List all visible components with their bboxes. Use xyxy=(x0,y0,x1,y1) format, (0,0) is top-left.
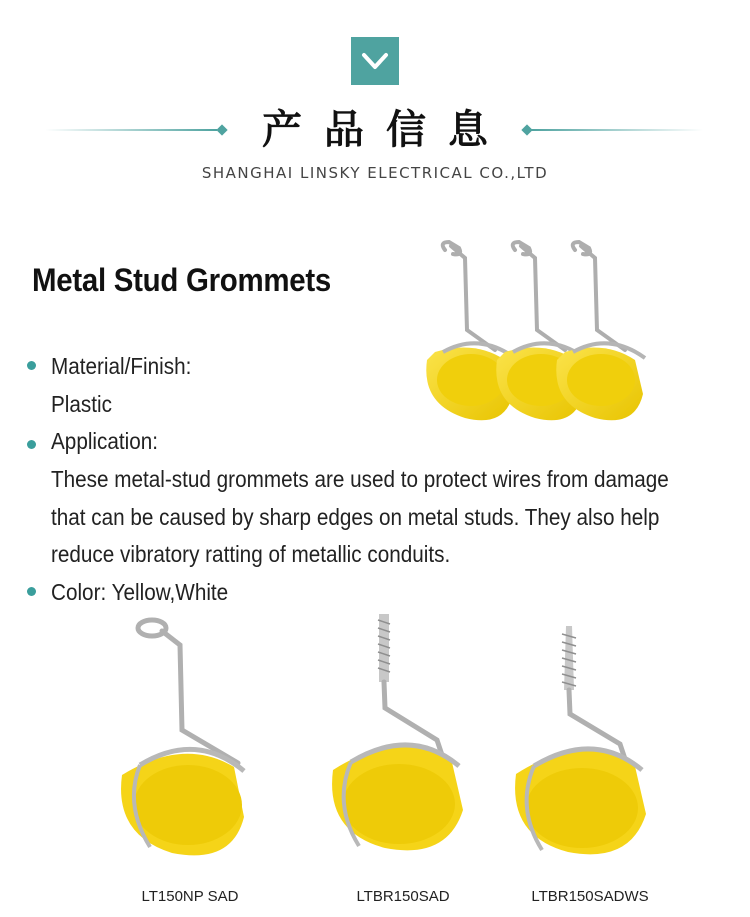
application-line: reduce vibratory ratting of metallic conduits. xyxy=(51,541,451,567)
variant-label: LTBR150SADWS xyxy=(531,888,649,905)
variant-image-ltbr150sad xyxy=(325,608,485,868)
bullet-dot xyxy=(27,361,36,370)
grommet-image xyxy=(426,242,515,420)
variant-image-lt150np xyxy=(110,615,270,865)
grommet-image xyxy=(556,242,645,420)
divider-right xyxy=(531,129,703,131)
bullet-dot xyxy=(27,440,36,449)
color-line: Color: Yellow,White xyxy=(51,579,229,605)
application-line: that can be caused by sharp edges on metal studs. They also help xyxy=(51,504,660,530)
section-title: 产品信息 xyxy=(262,107,510,153)
material-value: Plastic xyxy=(51,391,112,417)
application-line: These metal-stud grommets are used to protect wires from damage xyxy=(51,466,669,492)
section-header xyxy=(0,105,750,155)
material-label: Material/Finish: xyxy=(51,353,192,379)
hero-product-image xyxy=(415,240,665,440)
product-title: Metal Stud Grommets xyxy=(32,262,332,298)
diamond-left xyxy=(216,124,227,135)
chevron-badge xyxy=(351,37,399,85)
variant-image-ltbr150sadws xyxy=(508,620,668,870)
bullet-dot xyxy=(27,587,36,596)
application-label: Application: xyxy=(51,428,159,454)
company-name: SHANGHAI LINSKY ELECTRICAL CO.,LTD xyxy=(201,164,549,182)
divider-left xyxy=(45,129,217,131)
variant-label: LTBR150SAD xyxy=(356,888,450,905)
variant-label: LT150NP SAD xyxy=(141,888,239,905)
chevron-down-icon xyxy=(351,37,399,85)
